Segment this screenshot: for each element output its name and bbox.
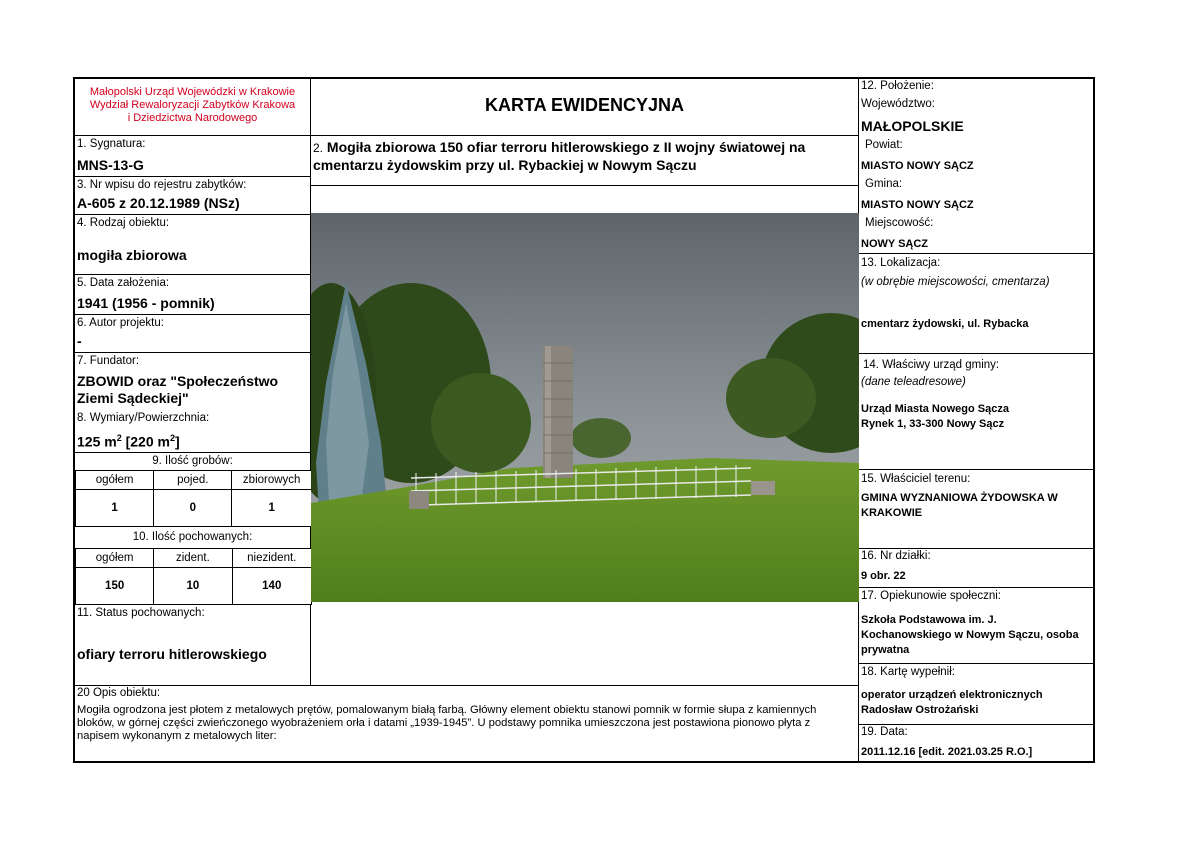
polozenie-cell: [859, 79, 1095, 253]
pochowani-header-niezident: niezident.: [232, 549, 312, 568]
opiekun-value-1: Szkoła Podstawowa im. J.: [861, 614, 997, 626]
miejscowosc-value: NOWY SĄCZ: [861, 238, 929, 250]
status-cell: [75, 605, 311, 686]
opiekun-value-3: prywatna: [861, 644, 910, 656]
fundator-value-2: Ziemi Sądeckiej": [77, 390, 189, 406]
rodzaj-label: 4. Rodzaj obiektu:: [77, 217, 170, 229]
nr-wpisu-label: 3. Nr wpisu do rejestru zabytków:: [77, 179, 247, 191]
wymiary-value: 125 $m^2$ [220 $m^2$]: [77, 433, 180, 450]
opis-line-2: bloków, w górnej części zwieńczonego wyobrażeniem orła i datami „1939-1945”. U podstawy pomnika umieszczona jest postawiona pionowo płyta z: [77, 717, 811, 729]
opiekun-cell: [859, 588, 1095, 663]
sygnatura-cell: [75, 136, 311, 177]
urzad-gminy-hint: (dane teleadresowe): [861, 376, 966, 388]
fundator-cell: [75, 353, 311, 411]
wymiary-cell: [75, 411, 311, 453]
object-name-cell: [311, 136, 859, 186]
dzialka-value: 9 obr. 22: [861, 570, 906, 582]
photo-bottom-spacer: [311, 602, 859, 686]
nr-wpisu-cell: [75, 177, 311, 215]
wypelnil-label: 18. Kartę wypełnił:: [861, 666, 955, 678]
sygnatura-label: 1. Sygnatura:: [77, 138, 146, 150]
polozenie-label: 12. Położenie:: [861, 80, 934, 92]
office-header: [75, 79, 311, 136]
fundator-label: 7. Fundator:: [77, 355, 140, 367]
opis-cell: [75, 686, 859, 761]
gmina-value: MIASTO NOWY SĄCZ: [861, 199, 974, 211]
lokalizacja-label: 13. Lokalizacja:: [861, 257, 941, 269]
dzialka-cell: [859, 549, 1095, 588]
monument-photo: [311, 213, 859, 602]
groby-header-pojed: pojed.: [154, 471, 232, 490]
object-name-line-1: Mogiła zbiorowa 150 ofiar terroru hitlerowskiego z II wojny światowej na: [326, 139, 806, 155]
groby-header-zbiorowych: zbiorowych: [232, 471, 312, 490]
rodzaj-value: mogiła zbiorowa: [77, 247, 187, 263]
autor-label: 6. Autor projektu:: [77, 317, 164, 329]
data-zalozenia-value: 1941 (1956 - pomnik): [77, 295, 215, 311]
wypelnil-value-1: operator urządzeń elektronicznych: [861, 689, 1043, 701]
pochowani-value-zident: 10: [154, 568, 232, 605]
fundator-value-1: ZBOWID oraz "Społeczeństwo: [77, 373, 279, 389]
pochowani-header-zident: zident.: [154, 549, 232, 568]
opis-line-3: napisem wykonanym z metalowych liter:: [77, 730, 277, 742]
pochowani-label-cell: [75, 527, 311, 548]
urzad-gminy-value-2: Rynek 1, 33-300 Nowy Sącz: [861, 418, 1005, 430]
wlasciciel-value-1: GMINA WYZNANIOWA ŻYDOWSKA W: [861, 492, 1058, 504]
lokalizacja-cell: [859, 254, 1095, 353]
pochowani-table: [75, 548, 312, 605]
wlasciciel-cell: [859, 470, 1095, 548]
data-zalozenia-label: 5. Data założenia:: [77, 277, 170, 289]
data-cell: [859, 725, 1095, 763]
wlasciciel-label: 15. Właściciel terenu:: [861, 473, 971, 485]
office-line-1: Małopolski Urząd Wojewódzki w Krakowie: [89, 86, 296, 98]
wypelnil-cell: [859, 664, 1095, 724]
wypelnil-value-2: Radosław Ostrożański: [861, 704, 979, 716]
groby-table: [75, 470, 312, 527]
data-value: 2011.12.16 [edit. 2021.03.25 R.O.]: [861, 746, 1033, 758]
nr-wpisu-value: A-605 z 20.12.1989 (NSz): [77, 195, 240, 211]
wymiary-label: 8. Wymiary/Powierzchnia:: [77, 412, 210, 424]
status-label: 11. Status pochowanych:: [77, 607, 205, 619]
office-line-3: i Dziedzictwa Narodowego: [127, 112, 258, 124]
object-name-number: 2.: [313, 141, 324, 155]
urzad-gminy-cell: [859, 354, 1095, 470]
opis-label: 20 Opis obiektu:: [77, 687, 161, 699]
rodzaj-cell: [75, 215, 311, 275]
miejscowosc-label: Miejscowość:: [865, 217, 934, 229]
groby-label: 9. Ilość grobów:: [152, 455, 233, 467]
powiat-label: Powiat:: [865, 139, 903, 151]
autor-value: -: [77, 333, 82, 349]
status-value: ofiary terroru hitlerowskiego: [77, 646, 267, 662]
opiekun-label: 17. Opiekunowie społeczni:: [861, 590, 1001, 602]
title-cell: [311, 79, 859, 136]
urzad-gminy-value-1: Urząd Miasta Nowego Sącza: [861, 403, 1009, 415]
pochowani-label: 10. Ilość pochowanych:: [132, 531, 253, 543]
urzad-gminy-label: 14. Właściwy urząd gminy:: [863, 359, 1000, 371]
data-zalozenia-cell: [75, 275, 311, 315]
office-line-2: Wydział Rewaloryzacji Zabytków Krakowa: [89, 99, 296, 111]
groby-value-pojed: 0: [154, 490, 232, 527]
opis-line-1: Mogiła ogrodzona jest płotem z metalowych prętów, pomalowanym białą farbą. Główny element obiektu stanowi pomnik w formie słupa z kamiennych: [77, 704, 817, 716]
pochowani-header-ogolem: ogółem: [76, 549, 154, 568]
wlasciciel-value-2: KRAKOWIE: [861, 507, 923, 519]
lokalizacja-hint: (w obrębie miejscowości, cmentarza): [861, 276, 1050, 288]
groby-label-cell: [75, 453, 311, 470]
page-title: KARTA EWIDENCYJNA: [484, 95, 684, 115]
groby-value-ogolem: 1: [76, 490, 154, 527]
record-card: [73, 77, 1095, 763]
lokalizacja-value: cmentarz żydowski, ul. Rybacka: [861, 318, 1029, 330]
groby-value-zbiorowych: 1: [232, 490, 312, 527]
wojewodztwo-label: Województwo:: [861, 98, 935, 110]
data-label: 19. Data:: [861, 726, 908, 738]
pochowani-value-niezident: 140: [232, 568, 312, 605]
powiat-value: MIASTO NOWY SĄCZ: [861, 160, 974, 172]
gmina-label: Gmina:: [865, 178, 903, 190]
wojewodztwo-value: MAŁOPOLSKIE: [861, 118, 964, 134]
opiekun-value-2: Kochanowskiego w Nowym Sączu, osoba: [861, 629, 1079, 641]
sygnatura-value: MNS-13-G: [77, 157, 144, 173]
groby-header-ogolem: ogółem: [76, 471, 154, 490]
photo-top-spacer: [311, 186, 859, 213]
object-name-line-2: cmentarzu żydowskim przy ul. Rybackiej w Nowym Sączu: [313, 157, 697, 173]
dzialka-label: 16. Nr działki:: [861, 550, 931, 562]
autor-cell: [75, 315, 311, 353]
pochowani-value-ogolem: 150: [76, 568, 154, 605]
